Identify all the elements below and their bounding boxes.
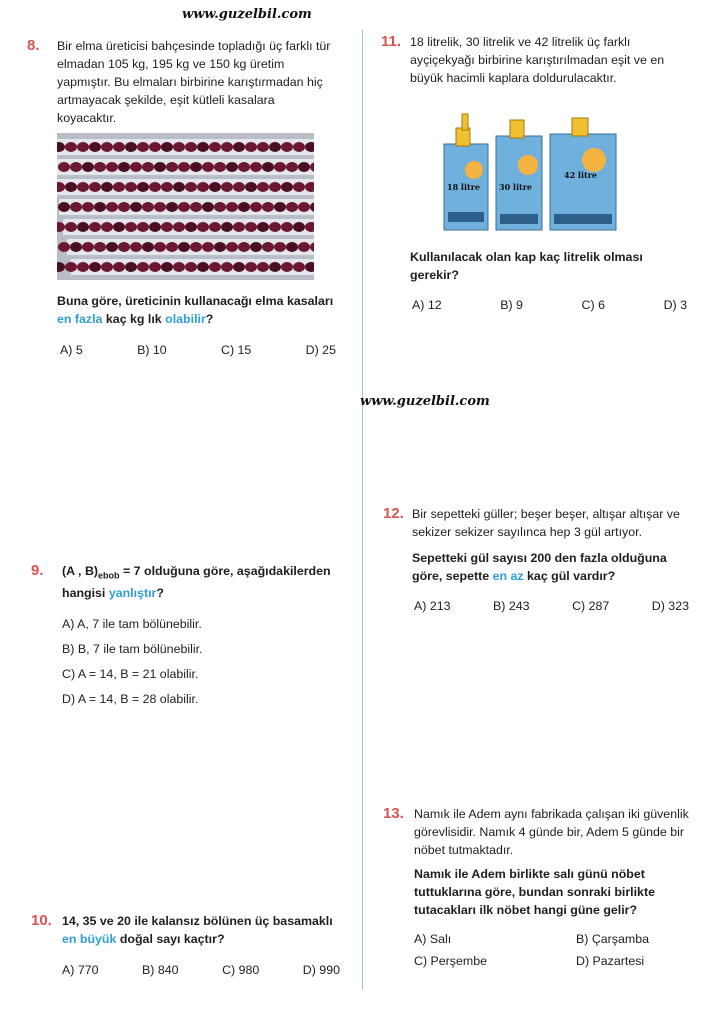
q10-stem-pre: 14, 35 ve 20 ile kalansız bölünen üç basamaklı [62,914,333,928]
watermark-middle: www.guzelbil.com [360,394,490,409]
apple [154,202,166,212]
apple [125,142,137,152]
q8-ask-hl1: en fazla [57,312,103,326]
q12-options [414,599,689,613]
apple [269,142,281,152]
apple [166,242,178,252]
apple [190,202,202,212]
q9-number: 9. [31,562,44,579]
q8-ask-block [57,292,339,328]
q9-stem-sub: ebob [98,570,120,581]
q12-block [412,505,694,585]
q11-option-a[interactable]: A) 12 [412,298,442,312]
apple [113,262,125,272]
apple [101,222,113,232]
apple [245,182,257,192]
apple [82,242,94,252]
apple [281,262,293,272]
apple [214,202,226,212]
apple [58,162,70,172]
apple [149,222,161,232]
apple-crates-photo [57,133,314,280]
apple [70,202,82,212]
apple [77,262,89,272]
apple [70,162,82,172]
q8-option-b[interactable]: B) 10 [137,343,167,357]
apple [185,222,197,232]
apple [65,262,77,272]
q13-options [414,932,696,968]
apple [197,222,209,232]
apple [142,202,154,212]
apple [89,222,101,232]
apple [77,182,89,192]
q11-option-c[interactable]: C) 6 [581,298,605,312]
apple [106,202,118,212]
q8-ask [57,292,339,328]
q8-stem: Bir elma üreticisi bahçesinde topladığı üç farklı tür elmadan 105 kg, 195 kg ve 150 kg üretim yapmıştır. Bu elmaları birbirine karıştırmadan hiç artmayacak şekilde, eşit kütleli kasalara koyacaktır. [57,39,331,125]
apple [154,162,166,172]
apple [250,242,262,252]
apple [269,222,281,232]
jug-label-30: 30 litre [499,182,532,192]
apple [118,162,130,172]
apple [106,242,118,252]
q8-number: 8. [27,37,40,54]
apple [149,262,161,272]
apple [89,262,101,272]
apple [257,262,269,272]
q11-stem: 18 litrelik, 30 litrelik ve 42 litrelik üç farklı ayçiçekyağı birbirine karıştırılmadan eşit ve en büyük hacimli kaplara doldurulacaktır. [410,35,665,85]
q13-block [414,805,696,919]
apple [65,222,77,232]
apple [101,262,113,272]
apple [149,142,161,152]
apple [82,162,94,172]
apple [209,182,221,192]
apple [214,162,226,172]
apple [106,162,118,172]
q12-option-d[interactable]: D) 323 [651,599,689,613]
apple [130,242,142,252]
apple [257,142,269,152]
q8-option-c[interactable]: C) 15 [221,343,252,357]
apple [202,202,214,212]
q11-block [410,33,690,87]
q10-option-a[interactable]: A) 770 [62,963,99,977]
apple [281,182,293,192]
q12-option-b[interactable]: B) 243 [493,599,530,613]
apple [238,242,250,252]
apple [226,242,238,252]
apple [149,182,161,192]
q9-stem [62,562,342,602]
apple [298,202,310,212]
apple [197,182,209,192]
apple [262,162,274,172]
q10-stem-hl: en büyük [62,932,117,946]
apple [274,202,286,212]
apple [173,182,185,192]
apple [142,162,154,172]
apple [214,242,226,252]
apple [226,202,238,212]
apple [281,142,293,152]
jug-label-18: 18 litre [447,182,480,192]
q12-option-a[interactable]: A) 213 [414,599,451,613]
apple [209,262,221,272]
q8-ask-mid: kaç kg lık [105,312,162,326]
q8-option-a[interactable]: A) 5 [60,343,83,357]
apple [125,262,137,272]
apple [185,182,197,192]
apple [161,222,173,232]
apple [209,142,221,152]
apple [209,222,221,232]
apple [221,262,233,272]
apple [233,262,245,272]
q9-stem-pre: (A , B) [62,564,99,578]
q12-option-c[interactable]: C) 287 [572,599,610,613]
apple [238,162,250,172]
q13-option-c[interactable]: C) Perşembe [414,954,487,968]
q11-options [412,298,687,312]
apple [113,222,125,232]
q13-stem: Namık ile Adem aynı fabrikada çalışan iki güvenlik görevlisidir. Namık 4 günde bir, Adem 5 günde bir nöbet tutmaktadır. [414,807,689,857]
apple [89,182,101,192]
apple [113,182,125,192]
q12-stem: Bir sepetteki güller; beşer beşer, altışar altışar ve sekizer sekizer sayılınca hep 3 gül artıyor. [412,507,680,539]
q13-option-d[interactable]: D) Pazartesi [576,954,645,968]
apple [286,202,298,212]
jug-label-42: 42 litre [564,170,597,180]
apple [137,222,149,232]
q9-stem-post: = 7 olduğuna göre, aşağıdakilerden hangisi [62,564,331,601]
apple [118,242,130,252]
apple [221,142,233,152]
apple [161,182,173,192]
q10-stem-post: doğal sayı kaçtır? [119,932,225,946]
apple [233,142,245,152]
apple [226,162,238,172]
oil-jugs-illustration [432,110,622,232]
apple [262,242,274,252]
apple [137,142,149,152]
apple [58,242,70,252]
apple [130,202,142,212]
apple [178,162,190,172]
q10-option-d[interactable]: D) 990 [302,963,340,977]
q8-ask-hl2: olabilir [165,312,206,326]
apple [221,182,233,192]
q9-block [62,562,342,602]
q13-option-b[interactable]: B) Çarşamba [576,932,649,946]
apple [118,202,130,212]
apple [190,242,202,252]
q11-ask: Kullanılacak olan kap kaç litrelik olması gerekir? [410,250,643,282]
apple [257,222,269,232]
apple [197,262,209,272]
apple [257,182,269,192]
q8-options [60,343,336,357]
apple [221,222,233,232]
apple [202,162,214,172]
apple [101,142,113,152]
apple [286,162,298,172]
q12-ask-post: kaç gül vardır? [527,569,616,583]
apple [173,222,185,232]
apple [293,142,305,152]
q11-option-b[interactable]: B) 9 [500,298,523,312]
q10-stem [62,912,342,948]
apple [298,162,310,172]
apple [166,202,178,212]
q9-option-d[interactable]: D) A = 14, B = 28 olabilir. [62,692,199,706]
apple [137,262,149,272]
q10-block [62,912,342,948]
apple [262,202,274,212]
q12-ask-hl: en az [492,569,524,583]
apple [190,162,202,172]
apple [161,142,173,152]
apple [269,262,281,272]
q9-stem-end: ? [156,586,164,601]
apple [233,182,245,192]
column-divider [362,30,363,990]
apple [173,262,185,272]
apple [250,162,262,172]
q11-option-d[interactable]: D) 3 [663,298,687,312]
apple [173,142,185,152]
apple [286,242,298,252]
q13-ask: Namık ile Adem birlikte salı günü nöbet tuttuklarına göre, bundan sonraki birlikte tutacakları ilk nöbet hangi güne gelir? [414,867,655,917]
q12-ask [412,549,694,585]
apple [94,202,106,212]
apple [65,142,77,152]
apple [197,142,209,152]
apple [89,142,101,152]
apple [233,222,245,232]
apple [65,182,77,192]
q10-option-c[interactable]: C) 980 [222,963,260,977]
apple [274,242,286,252]
watermark-top: www.guzelbil.com [182,7,312,22]
apple [293,262,305,272]
apple [166,162,178,172]
q8-ask-pre: Buna göre, üreticinin kullanacağı elma kasaları [57,294,334,308]
apple [70,242,82,252]
q8-option-d[interactable]: D) 25 [305,343,336,357]
apple [281,222,293,232]
apple [161,262,173,272]
apple [185,142,197,152]
apple [137,182,149,192]
q9-stem-hl: yanlıştır [108,586,157,601]
q9-options [62,612,203,712]
apple [293,182,305,192]
apple [130,162,142,172]
apple [238,202,250,212]
apple [245,142,257,152]
apple [274,162,286,172]
apple [58,202,70,212]
q8-block [57,37,337,127]
apple [250,202,262,212]
apple [298,242,310,252]
apple [82,202,94,212]
q11-number: 11. [381,33,402,50]
apple [125,222,137,232]
q10-option-b[interactable]: B) 840 [142,963,179,977]
apple [178,242,190,252]
q9-option-b[interactable]: B) B, 7 ile tam bölünebilir. [62,642,203,656]
apple [94,242,106,252]
apple [94,162,106,172]
q9-option-a[interactable]: A) A, 7 ile tam bölünebilir. [62,617,202,631]
apple [178,202,190,212]
apple [245,262,257,272]
apple [77,222,89,232]
q8-ask-end: ? [205,312,214,326]
q13-option-a[interactable]: A) Salı [414,932,452,946]
q12-ask-pre: Sepetteki gül sayısı 200 den fazla olduğuna göre, sepette [412,551,667,583]
apple [101,182,113,192]
q11-ask-block [410,248,690,284]
apple [202,242,214,252]
apple [269,182,281,192]
q10-number: 10. [31,912,52,929]
q9-option-c[interactable]: C) A = 14, B = 21 olabilir. [62,667,199,681]
q13-number: 13. [383,805,404,822]
apple [185,262,197,272]
q10-options [62,963,340,977]
apple [125,182,137,192]
apple [142,242,154,252]
apple [77,142,89,152]
apple [154,242,166,252]
apple [245,222,257,232]
apple [293,222,305,232]
q12-number: 12. [383,505,404,522]
apple [113,142,125,152]
